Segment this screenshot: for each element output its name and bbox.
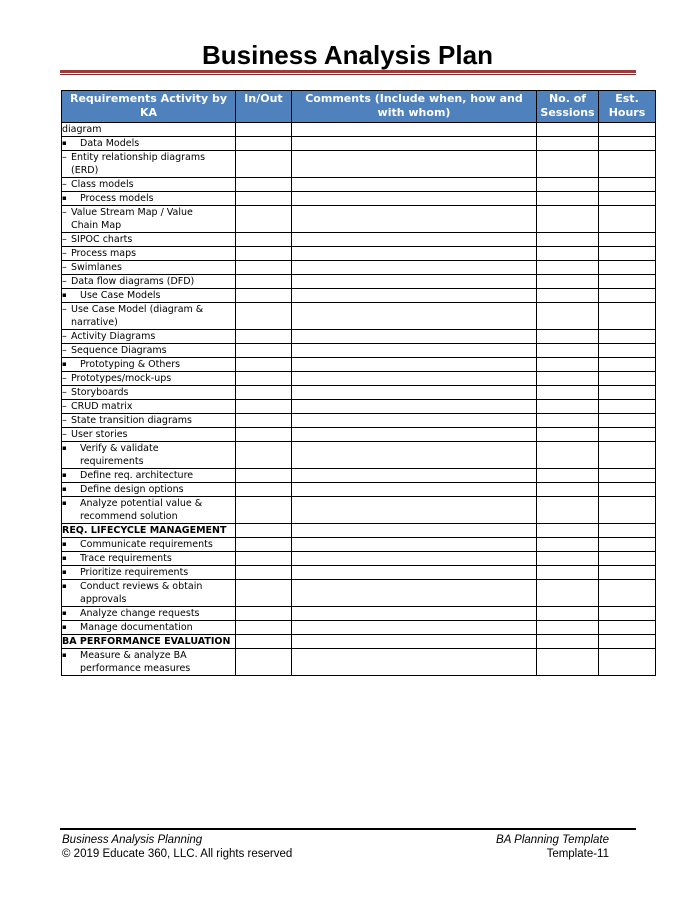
footer-rule	[60, 828, 636, 830]
activity-cell	[62, 275, 236, 289]
in-out-cell[interactable]	[236, 483, 292, 497]
in-out-cell[interactable]	[236, 497, 292, 524]
comments-cell[interactable]	[292, 386, 537, 400]
hours-cell[interactable]	[599, 303, 656, 330]
comments-cell[interactable]	[292, 206, 537, 233]
activity-cell	[62, 469, 236, 483]
table-row	[62, 400, 656, 414]
activity-label: Prioritize requirements	[80, 567, 189, 578]
activity-cell	[62, 524, 236, 538]
activity-label: Data Models	[80, 138, 140, 149]
activity-label: Conduct reviews & obtain approvals	[80, 581, 203, 605]
activity-cell	[62, 151, 236, 178]
activity-cell	[62, 247, 236, 261]
sub-activity-label: Activity Diagrams	[71, 331, 156, 342]
col-header-in-out: In/Out	[236, 91, 292, 123]
table-row	[62, 414, 656, 428]
comments-cell[interactable]	[292, 414, 537, 428]
sessions-cell[interactable]	[537, 580, 599, 607]
comments-cell[interactable]	[292, 192, 537, 206]
in-out-cell[interactable]	[236, 303, 292, 330]
comments-cell[interactable]	[292, 233, 537, 247]
sessions-cell[interactable]	[537, 635, 599, 649]
in-out-cell[interactable]	[236, 192, 292, 206]
sub-activity-label: Data flow diagrams (DFD)	[71, 276, 195, 287]
square-bullet-icon: ▪	[62, 485, 67, 493]
table-row	[62, 137, 656, 151]
comments-cell[interactable]	[292, 621, 537, 635]
activity-label: Process models	[80, 193, 154, 204]
hours-cell[interactable]	[599, 247, 656, 261]
sessions-cell[interactable]	[537, 358, 599, 372]
comments-cell[interactable]	[292, 247, 537, 261]
table-row	[62, 580, 656, 607]
activity-cell	[62, 178, 236, 192]
comments-cell[interactable]	[292, 552, 537, 566]
square-bullet-icon: ▪	[62, 499, 67, 507]
sessions-cell[interactable]	[537, 566, 599, 580]
square-bullet-icon: ▪	[62, 554, 67, 562]
dash-icon: –	[62, 262, 67, 273]
hours-cell[interactable]	[599, 372, 656, 386]
activity-cell	[62, 400, 236, 414]
hours-cell[interactable]	[599, 358, 656, 372]
activity-label: Prototyping & Others	[80, 359, 181, 370]
sub-activity-label: Swimlanes	[71, 262, 122, 273]
section-heading: BA PERFORMANCE EVALUATION	[62, 636, 231, 647]
dash-icon: –	[62, 234, 67, 245]
sessions-cell[interactable]	[537, 469, 599, 483]
square-bullet-icon: ▪	[62, 444, 67, 452]
in-out-cell[interactable]	[236, 344, 292, 358]
dash-icon: –	[62, 152, 67, 163]
sub-activity-label: Use Case Model (diagram & narrative)	[71, 304, 204, 328]
activity-label: Trace requirements	[80, 553, 172, 564]
table-row	[62, 497, 656, 524]
activity-cell	[62, 428, 236, 442]
table-row	[62, 330, 656, 344]
sessions-cell[interactable]	[537, 289, 599, 303]
hours-cell[interactable]	[599, 289, 656, 303]
in-out-cell[interactable]	[236, 428, 292, 442]
sessions-cell[interactable]	[537, 261, 599, 275]
comments-cell[interactable]	[292, 497, 537, 524]
hours-cell[interactable]	[599, 400, 656, 414]
sessions-cell[interactable]	[537, 303, 599, 330]
sessions-cell[interactable]	[537, 192, 599, 206]
table-row	[62, 303, 656, 330]
comments-cell[interactable]	[292, 524, 537, 538]
sessions-cell[interactable]	[537, 344, 599, 358]
activity-continuation: diagram	[62, 124, 102, 135]
sub-activity-label: Prototypes/mock-ups	[71, 373, 172, 384]
sessions-cell[interactable]	[537, 400, 599, 414]
sessions-cell[interactable]	[537, 483, 599, 497]
table-row	[62, 538, 656, 552]
sessions-cell[interactable]	[537, 247, 599, 261]
sessions-cell[interactable]	[537, 233, 599, 247]
square-bullet-icon: ▪	[62, 582, 67, 590]
activity-cell	[62, 414, 236, 428]
activity-cell	[62, 123, 236, 137]
activity-cell	[62, 289, 236, 303]
hours-cell[interactable]	[599, 344, 656, 358]
hours-cell[interactable]	[599, 428, 656, 442]
comments-cell[interactable]	[292, 358, 537, 372]
in-out-cell[interactable]	[236, 261, 292, 275]
activity-cell	[62, 607, 236, 621]
comments-cell[interactable]	[292, 566, 537, 580]
in-out-cell[interactable]	[236, 552, 292, 566]
activity-label: Analyze change requests	[80, 608, 200, 619]
in-out-cell[interactable]	[236, 358, 292, 372]
activity-cell	[62, 137, 236, 151]
page-title: Business Analysis Plan	[202, 40, 493, 70]
in-out-cell[interactable]	[236, 247, 292, 261]
comments-cell[interactable]	[292, 635, 537, 649]
in-out-cell[interactable]	[236, 607, 292, 621]
comments-cell[interactable]	[292, 400, 537, 414]
sessions-cell[interactable]	[537, 330, 599, 344]
table-row	[62, 552, 656, 566]
in-out-cell[interactable]	[236, 621, 292, 635]
hours-cell[interactable]	[599, 261, 656, 275]
activity-cell	[62, 566, 236, 580]
table-row	[62, 442, 656, 469]
activity-label: Communicate requirements	[80, 539, 213, 550]
activity-label: Use Case Models	[80, 290, 161, 301]
activity-cell	[62, 621, 236, 635]
sessions-cell[interactable]	[537, 178, 599, 192]
hours-cell[interactable]	[599, 386, 656, 400]
activity-cell	[62, 330, 236, 344]
square-bullet-icon: ▪	[62, 139, 67, 147]
hours-cell[interactable]	[599, 178, 656, 192]
in-out-cell[interactable]	[236, 151, 292, 178]
table-row	[62, 621, 656, 635]
hours-cell[interactable]	[599, 275, 656, 289]
sessions-cell[interactable]	[537, 552, 599, 566]
dash-icon: –	[62, 373, 67, 384]
section-heading: REQ. LIFECYCLE MANAGEMENT	[62, 525, 227, 536]
table-body	[62, 123, 656, 676]
sessions-cell[interactable]	[537, 123, 599, 137]
in-out-cell[interactable]	[236, 414, 292, 428]
plan-table	[61, 90, 656, 676]
in-out-cell[interactable]	[236, 400, 292, 414]
sub-activity-label: Entity relationship diagrams (ERD)	[71, 152, 206, 176]
sessions-cell[interactable]	[537, 524, 599, 538]
activity-cell	[62, 261, 236, 275]
comments-cell[interactable]	[292, 607, 537, 621]
square-bullet-icon: ▪	[62, 291, 67, 299]
hours-cell[interactable]	[599, 524, 656, 538]
sub-activity-label: Storyboards	[71, 387, 129, 398]
footer-template-id: Template-11	[546, 848, 609, 860]
comments-cell[interactable]	[292, 123, 537, 137]
sub-activity-label: State transition diagrams	[71, 415, 192, 426]
comments-cell[interactable]	[292, 372, 537, 386]
table-row	[62, 635, 656, 649]
table-row	[62, 123, 656, 137]
hours-cell[interactable]	[599, 330, 656, 344]
table-row	[62, 524, 656, 538]
table-row	[62, 566, 656, 580]
activity-cell	[62, 386, 236, 400]
table-row	[62, 649, 656, 676]
dash-icon: –	[62, 179, 67, 190]
hours-cell[interactable]	[599, 137, 656, 151]
in-out-cell[interactable]	[236, 524, 292, 538]
comments-cell[interactable]	[292, 442, 537, 469]
footer-course: Business Analysis Planning	[62, 834, 203, 846]
in-out-cell[interactable]	[236, 137, 292, 151]
dash-icon: –	[62, 387, 67, 398]
col-header-activity: Requirements Activity by KA	[62, 91, 236, 123]
in-out-cell[interactable]	[236, 635, 292, 649]
sessions-cell[interactable]	[537, 414, 599, 428]
sessions-cell[interactable]	[537, 275, 599, 289]
hours-cell[interactable]	[599, 442, 656, 469]
comments-cell[interactable]	[292, 303, 537, 330]
in-out-cell[interactable]	[236, 275, 292, 289]
sessions-cell[interactable]	[537, 497, 599, 524]
comments-cell[interactable]	[292, 649, 537, 676]
sessions-cell[interactable]	[537, 538, 599, 552]
hours-cell[interactable]	[599, 497, 656, 524]
sub-activity-label: SIPOC charts	[71, 234, 133, 245]
dash-icon: –	[62, 415, 67, 426]
activity-cell	[62, 649, 236, 676]
activity-cell	[62, 372, 236, 386]
in-out-cell[interactable]	[236, 289, 292, 303]
square-bullet-icon: ▪	[62, 651, 67, 659]
activity-cell	[62, 497, 236, 524]
activity-cell	[62, 552, 236, 566]
in-out-cell[interactable]	[236, 206, 292, 233]
comments-cell[interactable]	[292, 151, 537, 178]
dash-icon: –	[62, 345, 67, 356]
table-row	[62, 275, 656, 289]
hours-cell[interactable]	[599, 649, 656, 676]
activity-cell	[62, 483, 236, 497]
table-header-row	[62, 91, 656, 123]
in-out-cell[interactable]	[236, 123, 292, 137]
hours-cell[interactable]	[599, 123, 656, 137]
table-row	[62, 428, 656, 442]
sessions-cell[interactable]	[537, 621, 599, 635]
footer-copyright: © 2019 Educate 360, LLC. All rights reserved	[62, 848, 293, 860]
activity-label: Define design options	[80, 484, 184, 495]
hours-cell[interactable]	[599, 621, 656, 635]
sessions-cell[interactable]	[537, 372, 599, 386]
table-row	[62, 483, 656, 497]
table-row	[62, 386, 656, 400]
sub-activity-label: Value Stream Map / Value Chain Map	[71, 207, 193, 231]
activity-label: Verify & validate requirements	[80, 443, 159, 467]
activity-cell	[62, 206, 236, 233]
table-row	[62, 233, 656, 247]
activity-cell	[62, 580, 236, 607]
sub-activity-label: Process maps	[71, 248, 137, 259]
hours-cell[interactable]	[599, 607, 656, 621]
square-bullet-icon: ▪	[62, 360, 67, 368]
table-row	[62, 261, 656, 275]
dash-icon: –	[62, 304, 67, 315]
activity-cell	[62, 303, 236, 330]
hours-cell[interactable]	[599, 538, 656, 552]
hours-cell[interactable]	[599, 483, 656, 497]
table-row	[62, 358, 656, 372]
square-bullet-icon: ▪	[62, 568, 67, 576]
square-bullet-icon: ▪	[62, 194, 67, 202]
table-row	[62, 247, 656, 261]
sessions-cell[interactable]	[537, 607, 599, 621]
hours-cell[interactable]	[599, 414, 656, 428]
comments-cell[interactable]	[292, 469, 537, 483]
comments-cell[interactable]	[292, 289, 537, 303]
activity-label: Manage documentation	[80, 622, 193, 633]
table-row	[62, 344, 656, 358]
hours-cell[interactable]	[599, 552, 656, 566]
table-row	[62, 469, 656, 483]
comments-cell[interactable]	[292, 344, 537, 358]
footer-template-name: BA Planning Template	[496, 834, 609, 846]
in-out-cell[interactable]	[236, 386, 292, 400]
activity-cell	[62, 358, 236, 372]
activity-cell	[62, 442, 236, 469]
comments-cell[interactable]	[292, 261, 537, 275]
col-header-comments: Comments (Include when, how and with whom)	[292, 91, 537, 123]
hours-cell[interactable]	[599, 233, 656, 247]
sessions-cell[interactable]	[537, 442, 599, 469]
in-out-cell[interactable]	[236, 538, 292, 552]
table-row	[62, 178, 656, 192]
sub-activity-label: Sequence Diagrams	[71, 345, 167, 356]
hours-cell[interactable]	[599, 151, 656, 178]
dash-icon: –	[62, 429, 67, 440]
square-bullet-icon: ▪	[62, 471, 67, 479]
sessions-cell[interactable]	[537, 206, 599, 233]
title-rule	[60, 70, 636, 73]
activity-label: Measure & analyze BA performance measures	[80, 650, 191, 674]
activity-cell	[62, 538, 236, 552]
title-rule-thin	[60, 74, 636, 75]
comments-cell[interactable]	[292, 275, 537, 289]
table-row	[62, 151, 656, 178]
comments-cell[interactable]	[292, 483, 537, 497]
square-bullet-icon: ▪	[62, 623, 67, 631]
sub-activity-label: User stories	[71, 429, 128, 440]
table-row	[62, 206, 656, 233]
square-bullet-icon: ▪	[62, 540, 67, 548]
in-out-cell[interactable]	[236, 372, 292, 386]
hours-cell[interactable]	[599, 469, 656, 483]
hours-cell[interactable]	[599, 206, 656, 233]
comments-cell[interactable]	[292, 538, 537, 552]
square-bullet-icon: ▪	[62, 609, 67, 617]
dash-icon: –	[62, 276, 67, 287]
sessions-cell[interactable]	[537, 137, 599, 151]
activity-cell	[62, 233, 236, 247]
in-out-cell[interactable]	[236, 442, 292, 469]
hours-cell[interactable]	[599, 635, 656, 649]
hours-cell[interactable]	[599, 192, 656, 206]
in-out-cell[interactable]	[236, 649, 292, 676]
dash-icon: –	[62, 248, 67, 259]
comments-cell[interactable]	[292, 330, 537, 344]
comments-cell[interactable]	[292, 137, 537, 151]
dash-icon: –	[62, 401, 67, 412]
col-header-hours: Est. Hours	[599, 91, 656, 123]
activity-cell	[62, 192, 236, 206]
in-out-cell[interactable]	[236, 469, 292, 483]
col-header-sessions: No. of Sessions	[537, 91, 599, 123]
in-out-cell[interactable]	[236, 580, 292, 607]
activity-label: Define req. architecture	[80, 470, 194, 481]
activity-label: Analyze potential value & recommend solution	[80, 498, 203, 522]
in-out-cell[interactable]	[236, 566, 292, 580]
in-out-cell[interactable]	[236, 178, 292, 192]
table-row	[62, 289, 656, 303]
in-out-cell[interactable]	[236, 330, 292, 344]
in-out-cell[interactable]	[236, 233, 292, 247]
activity-cell	[62, 635, 236, 649]
hours-cell[interactable]	[599, 580, 656, 607]
sessions-cell[interactable]	[537, 151, 599, 178]
table-row	[62, 607, 656, 621]
dash-icon: –	[62, 207, 67, 218]
sessions-cell[interactable]	[537, 649, 599, 676]
dash-icon: –	[62, 331, 67, 342]
sessions-cell[interactable]	[537, 386, 599, 400]
comments-cell[interactable]	[292, 580, 537, 607]
sub-activity-label: CRUD matrix	[71, 401, 133, 412]
hours-cell[interactable]	[599, 566, 656, 580]
activity-cell	[62, 344, 236, 358]
sub-activity-label: Class models	[71, 179, 134, 190]
table-row	[62, 372, 656, 386]
comments-cell[interactable]	[292, 428, 537, 442]
comments-cell[interactable]	[292, 178, 537, 192]
table-row	[62, 192, 656, 206]
sessions-cell[interactable]	[537, 428, 599, 442]
